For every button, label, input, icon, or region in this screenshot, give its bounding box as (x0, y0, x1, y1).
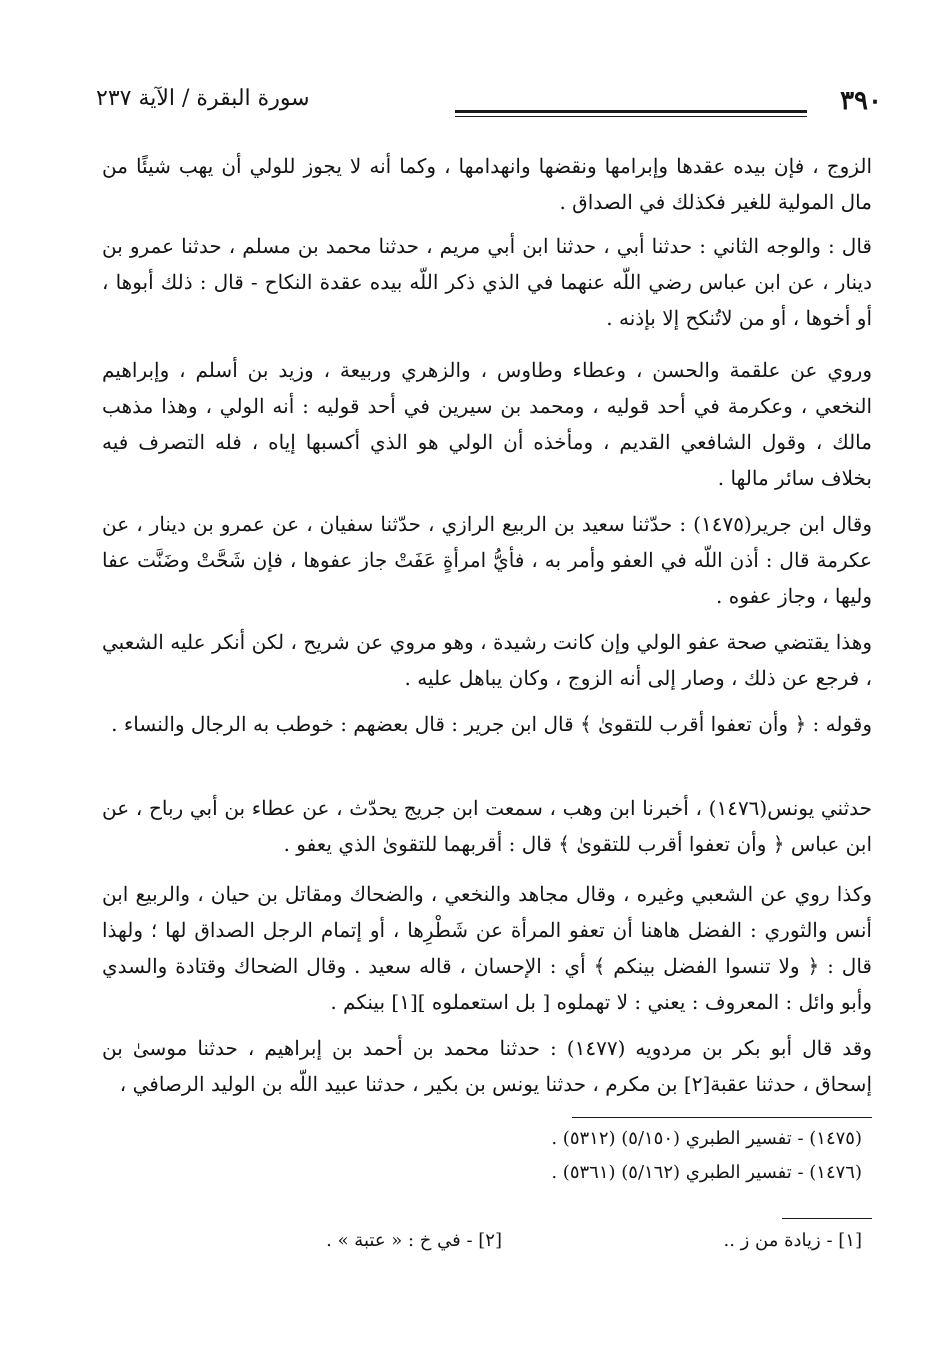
paragraph-8 (102, 876, 872, 1020)
header-rule-thin (455, 116, 807, 117)
header-rule (455, 110, 807, 113)
editor-note-2: [٢] - في خ : « عتبة » . (326, 1230, 502, 1251)
editor-note-1: [١] - زيادة من ز .. (723, 1230, 862, 1251)
paragraph-text: وقوله : ﴿ وأن تعفوا أقرب للتقوىٰ ﴾ قال ابن جرير : قال بعضهم : خوطب به الرجال والنساء . (111, 712, 872, 736)
paragraph-text: قال : والوجه الثاني : حدثنا أبي ، حدثنا ابن أبي مريم ، حدثنا محمد بن مسلم ، حدثنا عمرو بن دينار ، عن ابن عباس رضي اللّه عنهما في الذي ذكر اللّه بيده عقدة النكاح - قال : ذلك أبوها ، أو أخوها ، أو من لاتُنكح إلا بإذنه . (102, 234, 872, 330)
paragraph-text: الزوج ، فإن بيده عقدها وإبرامها ونقضها وانهدامها ، وكما أنه لا يجوز للولي أن يهب شيئًا من مال المولية للغير فكذلك في الصداق . (102, 154, 872, 214)
editor-notes-rule (782, 1218, 872, 1219)
paragraph-text: وقال ابن جرير(١٤٧٥) : حدّثنا سعيد بن الربيع الرازي ، حدّثنا سفيان ، عن عمرو بن دينار ، عن عكرمة قال : أذن اللّه في العفو وأمر به ، فأيُّ امرأةٍ عَفَتْ جاز عفوها ، فإن شَحَّتْ وضَنَّت عفا وليها ، وجاز عفوه . (102, 512, 872, 608)
paragraph-6 (102, 706, 872, 742)
footnote-rule (572, 1117, 872, 1118)
paragraph-2 (102, 228, 872, 336)
running-title: سورة البقرة / الآية ٢٣٧ (96, 86, 310, 111)
paragraph-text: وقد قال أبو بكر بن مردويه (١٤٧٧) : حدثنا محمد بن أحمد بن إبراهيم ، حدثنا موسىٰ بن إسحاق ، حدثنا عقبة[٢] بن مكرم ، حدثنا يونس بن بكير ، حدثنا عبيد اللّه بن الوليد الرصافي ، (102, 1036, 873, 1096)
paragraph-text: حدثني يونس(١٤٧٦) ، أخبرنا ابن وهب ، سمعت ابن جريج يحدّث ، عن عطاء بن أبي رباح ، عن ابن عباس ﴿ وأن تعفوا أقرب للتقوىٰ ﴾ قال : أقربهما للتقوىٰ الذي يعفو . (102, 796, 872, 856)
paragraph-9 (102, 1030, 872, 1102)
paragraph-text: وروي عن علقمة والحسن ، وعطاء وطاوس ، والزهري وربيعة ، وزيد بن أسلم ، وإبراهيم النخعي ، وعكرمة في أحد قوليه ، ومحمد بن سيرين في أحد قوليه : أنه الولي ، وهذا مذهب مالك ، وقول الشافعي القديم ، ومأخذه أن الولي هو الذي أكسبها إياه ، فله التصرف فيه بخلاف سائر مالها . (102, 358, 872, 490)
paragraph-5 (102, 624, 872, 696)
paragraph-3 (102, 352, 872, 496)
page-number: ٣٩٠ (840, 86, 882, 116)
paragraph-text: وكذا روي عن الشعبي وغيره ، وقال مجاهد والنخعي ، والضحاك ومقاتل بن حيان ، والربيع ابن أنس والثوري : الفضل هاهنا أن تعفو المرأة عن شَطْرِها ، أو إتمام الرجل الصداق لها ؛ ولهذا قال : ﴿ ولا تنسوا الفضل بينكم ﴾ أي : الإحسان ، قاله سعيد . وقال الضحاك وقتادة والسدي وأبو وائل : المعروف : يعني : لا تهملوه [ بل استعملوه ][١] بينكم . (102, 882, 872, 1014)
paragraph-text: وهذا يقتضي صحة عفو الولي وإن كانت رشيدة ، وهو مروي عن شريح ، لكن أنكر عليه الشعبي ، فرجع عن ذلك ، وصار إلى أنه الزوج ، وكان يباهل عليه . (102, 630, 872, 690)
paragraph-7 (102, 790, 872, 862)
footnote-1476: (١٤٧٦) - تفسير الطبري (٥/١٦٢) (٥٣٦١) . (551, 1162, 862, 1183)
paragraph-4 (102, 506, 872, 614)
footnote-1475: (١٤٧٥) - تفسير الطبري (٥/١٥٠) (٥٣١٢) . (551, 1128, 862, 1149)
paragraph-1 (102, 148, 872, 220)
